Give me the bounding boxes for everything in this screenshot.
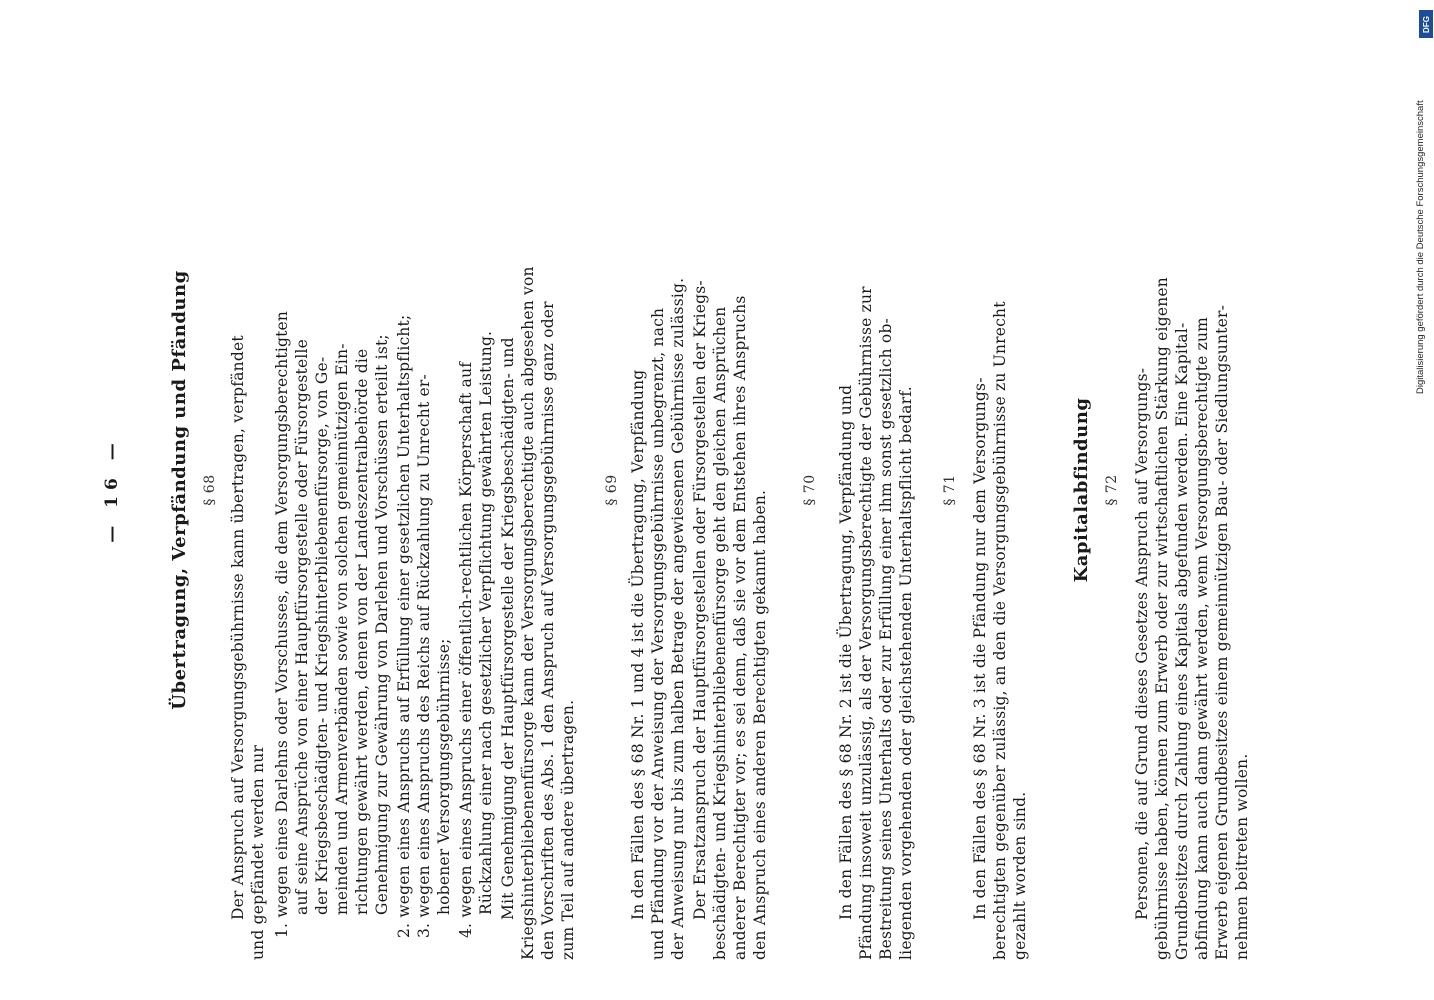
s68-line: den Vorschriften des Abs. 1 den Anspruch auf Versorgungsgebührnisse ganz oder — [539, 301, 557, 960]
s69-line: In den Fällen des § 68 Nr. 1 und 4 ist die Übertragung, Verpfändung — [629, 369, 647, 920]
s70-line: Bestreitung seines Unterhalts oder zur Erfüllung einer ihm sonst gesetzlich ob- — [877, 318, 895, 960]
section-71-heading: § 71 — [942, 474, 958, 506]
s68-line: zum Teil auf andere übertragen. — [559, 699, 577, 960]
s68-line: Kriegshinterbliebenenfürsorge kann der Versorgungsberechtigte auch abgesehen von — [519, 266, 537, 960]
section-70-heading: § 70 — [802, 474, 818, 506]
s68-line: meinden und Armenverbänden sowie von solchen gemeinnützigen Ein- — [333, 343, 351, 915]
rotated-page-content — [80, 20, 1080, 960]
s68-line: hobener Versorgungsgebührnisse; — [435, 638, 453, 915]
section-69-heading: § 69 — [604, 474, 620, 506]
section-68-heading: § 68 — [202, 474, 218, 506]
s69-line: anderer Berechtigter vor; es sei denn, daß sie vor dem Entstehen ihres Anspruchs — [731, 295, 749, 960]
section-72-heading: § 72 — [1104, 474, 1120, 506]
dfg-logo-text: DFG — [1421, 15, 1431, 33]
s68-line: der Kriegsbeschädigten- und Kriegshinterbliebenenfürsorge, von Ge- — [313, 356, 331, 915]
s68-item-1: 1. wegen eines Darlehns oder Vorschusses, die dem Versorgungsberechtigten — [273, 310, 291, 938]
s71-line: gezahlt worden sind. — [1011, 791, 1029, 960]
s69-line: den Anspruch eines anderen Berechtigten gekannt haben. — [751, 489, 769, 960]
page-number: — 16 — — [102, 437, 122, 543]
page-title: Übertragung, Verpfändung und Pfändung — [169, 270, 190, 710]
dfg-logo — [1419, 10, 1433, 38]
s68-line: Mit Genehmigung der Hauptfürsorgestelle der Kriegsbeschädigten- und — [499, 337, 517, 920]
s68-line: und gepfändet werden nur — [249, 744, 267, 960]
s72-line: nehmen beitreten wollen. — [1233, 753, 1251, 960]
s72-line: gebührnisse haben, können zum Erwerb oder zur wirtschaftlichen Stärkung eigenen — [1153, 277, 1171, 960]
s70-line: Pfändung insoweit unzulässig, als der Versorgungsberechtigte der Gebührnisse zur — [857, 286, 875, 960]
s68-item-2: 2. wegen eines Anspruchs auf Erfüllung einer gesetzlichen Unterhaltspflicht; — [395, 314, 413, 938]
s69-line: beschädigten- und Kriegshinterbliebenenfürsorge geht den gleichen Ansprüchen — [711, 306, 729, 960]
s72-line: Grundbesitzes durch Zahlung eines Kapitals abgefunden werden. Eine Kapital- — [1173, 322, 1191, 960]
s70-line: In den Fällen des § 68 Nr. 2 ist die Übertragung, Verpfändung und — [837, 384, 855, 920]
s72-line: Erwerb eigenen Grundbesitzes einem gemeinnützigen Bau- oder Siedlungsunter- — [1213, 304, 1231, 960]
s68-line: auf seine Ansprüche von einer Hauptfürsorgestelle oder Fürsorgestelle — [293, 338, 311, 915]
digitization-credit: Digitalisierung gefördert durch die Deutsche Forschungsgemeinschaft — [1415, 100, 1426, 394]
s70-line: liegenden vorgehenden oder gleichstehenden Unterhaltspflicht bedarf. — [897, 386, 915, 960]
s72-line: abfindung kann auch dann gewährt werden, wenn Versorgungsberechtigte zum — [1193, 316, 1211, 960]
s68-item-3: 3. wegen eines Anspruchs des Reichs auf Rückzahlung zu Unrecht er- — [415, 374, 433, 938]
s68-line: Rückzahlung einer nach gesetzlicher Verpflichtung gewährten Leistung. — [477, 330, 495, 915]
s69-line: der Anweisung nur bis zum halben Betrage der angewiesenen Gebührnisse zulässig. — [669, 277, 687, 960]
s71-line: berechtigten gegenüber zulässig, an den die Versorgungsgebührnisse zu Unrecht — [991, 301, 1009, 960]
s69-line: und Pfändung vor der Anweisung der Versorgungsgebührnisse unbegrenzt, nach — [649, 307, 667, 960]
s69-line: Der Ersatzanspruch der Hauptfürsorgestellen oder Fürsorgestellen der Kriegs- — [691, 280, 709, 920]
s68-item-4: 4. wegen eines Anspruchs einer öffentlich-rechtlichen Körperschaft auf — [457, 361, 475, 938]
s68-line: richtungen gewährt werden, denen von der Landeszentralbehörde die — [353, 348, 371, 915]
kapitalabfindung-heading: Kapitalabfindung — [1071, 397, 1092, 583]
s71-line: In den Fällen des § 68 Nr. 3 ist die Pfändung nur dem Versorgungs- — [971, 377, 989, 920]
s68-line: Der Anspruch auf Versorgungsgebührnisse kann übertragen, verpfändet — [229, 335, 247, 920]
rotated-page-content-2 — [1050, 20, 1350, 960]
s72-line: Personen, die auf Grund dieses Gesetzes Anspruch auf Versorgungs- — [1133, 367, 1151, 920]
s68-line: Genehmigung zur Gewährung von Darlehen und Vorschüssen erteilt ist; — [373, 334, 391, 915]
